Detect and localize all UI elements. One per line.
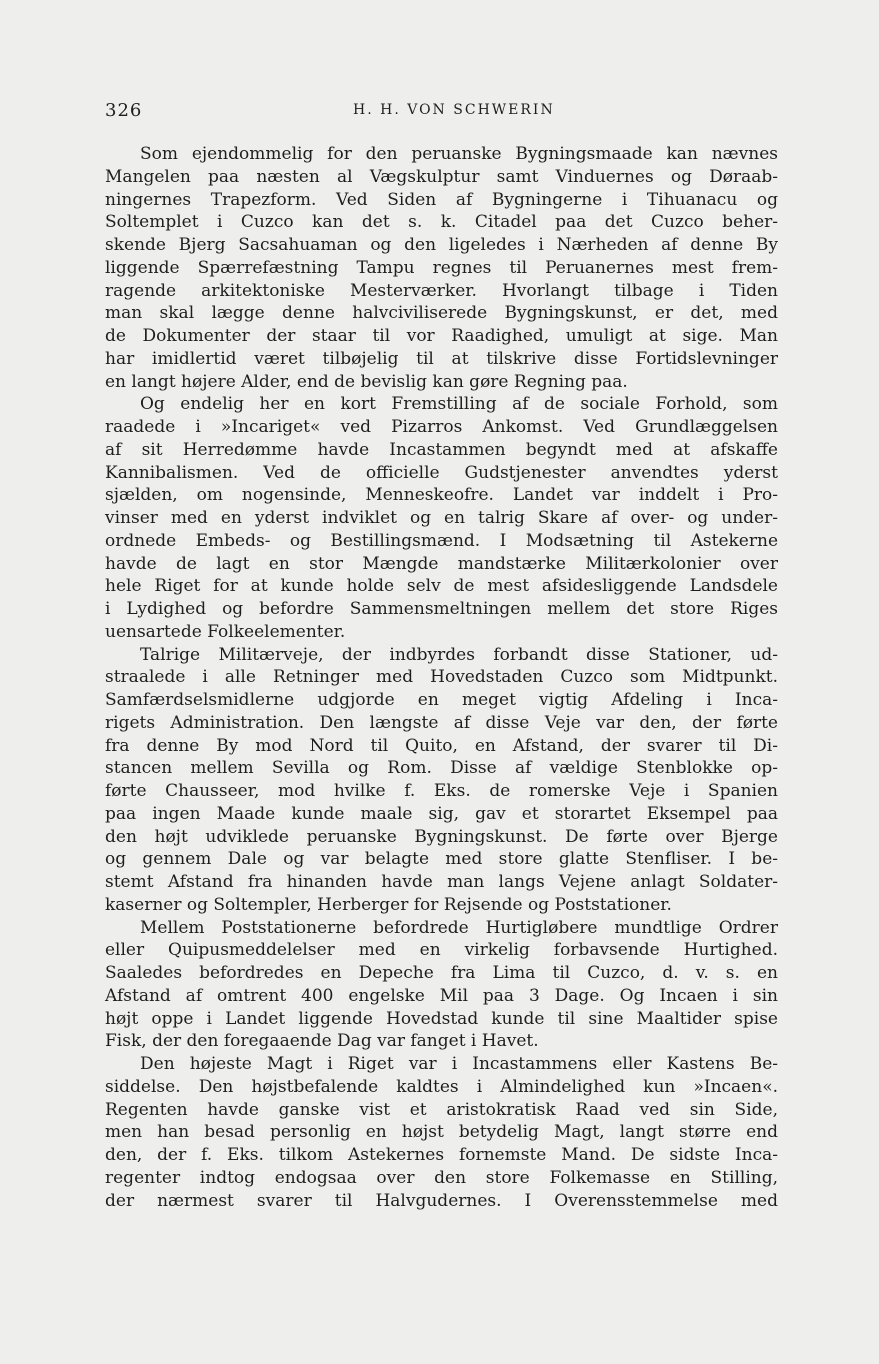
text-line: højt oppe i Landet liggende Hovedstad kunde til sine Maaltider spise	[105, 1008, 778, 1029]
text-line: Og endelig her en kort Fremstilling af de sociale Forhold, som	[140, 394, 778, 415]
page-number: 326	[105, 100, 143, 121]
text-line: den, der f. Eks. tilkom Astekernes fornemste Mand. De sidste Inca-	[105, 1145, 778, 1165]
text-line: Afstand af omtrent 400 engelske Mil paa 3 Dage. Og Incaen i sin	[105, 985, 778, 1006]
text-line: Den højeste Magt i Riget var i Incastammens eller Kastens Be-	[140, 1054, 778, 1074]
text-line: ningernes Trapezform. Ved Siden af Bygningerne i Tihuanacu og	[105, 189, 778, 210]
text-line: skende Bjerg Sacsahuaman og den ligeledes i Nærheden af denne By	[105, 235, 778, 255]
text-line: ragende arkitektoniske Mesterværker. Hvorlangt tilbage i Tiden	[105, 280, 778, 301]
text-line: man skal lægge denne halvciviliserede Bygningskunst, er det, med	[105, 303, 778, 324]
text-line: havde de lagt en stor Mængde mandstærke Militærkolonier over	[105, 553, 778, 574]
text-line: fra denne By mod Nord til Quito, en Afstand, der svarer til Di-	[105, 735, 778, 756]
text-line: men han besad personlig en højst betydelig Magt, langt større end	[105, 1122, 778, 1143]
text-line: Samfærdselsmidlerne udgjorde en meget vigtig Afdeling i Inca-	[105, 690, 778, 710]
text-line: Som ejendommelig for den peruanske Bygningsmaade kan nævnes	[140, 144, 778, 164]
text-line: Saaledes befordredes en Depeche fra Lima til Cuzco, d. v. s. en	[105, 963, 778, 983]
text-line: siddelse. Den højstbefalende kaldtes i Almindelighed kun »Incaen«.	[105, 1076, 778, 1097]
text-line: sjælden, om nogensinde, Menneskeofre. Landet var inddelt i Pro-	[105, 485, 778, 506]
text-line: eller Quipusmeddelelser med en virkelig forbavsende Hurtighed.	[105, 940, 778, 961]
text-line: Fisk, der den foregaaende Dag var fanget i Havet.	[105, 1031, 539, 1052]
text-line: rigets Administration. Den længste af disse Veje var den, der førte	[105, 712, 778, 733]
text-line: hele Riget for at kunde holde selv de mest afsidesliggende Landsdele	[105, 576, 778, 597]
text-line: Mangelen paa næsten al Vægskulptur samt Vinduernes og Døraab-	[105, 166, 778, 187]
body-text	[105, 143, 778, 1212]
text-line: den højt udviklede peruanske Bygningskunst. De førte over Bjerge	[105, 826, 778, 847]
text-line: stancen mellem Sevilla og Rom. Disse af vældige Stenblokke op-	[105, 758, 778, 779]
text-line: regenter indtog endogsaa over den store Folkemasse en Stilling,	[105, 1167, 778, 1188]
text-line: ordnede Embeds- og Bestillingsmænd. I Modsætning til Astekerne	[105, 530, 778, 551]
text-line: raadede i »Incariget« ved Pizarros Ankomst. Ved Grundlæggelsen	[105, 417, 778, 437]
text-line: en langt højere Alder, end de bevislig kan gøre Regning paa.	[105, 371, 628, 392]
text-line: Talrige Militærveje, der indbyrdes forbandt disse Stationer, ud-	[140, 644, 778, 665]
text-line: og gennem Dale og var belagte med store glatte Stenfliser. I be-	[105, 849, 778, 870]
text-line: uensartede Folkeelementer.	[105, 621, 346, 642]
text-line: Mellem Poststationerne befordrede Hurtigløbere mundtlige Ordrer	[140, 917, 778, 938]
text-line: straalede i alle Retninger med Hovedstaden Cuzco som Midtpunkt.	[105, 667, 778, 688]
text-line: kaserner og Soltempler, Herberger for Rejsende og Poststationer.	[105, 894, 672, 915]
text-line: Regenten havde ganske vist et aristokratisk Raad ved sin Side,	[105, 1099, 778, 1120]
text-line: der nærmest svarer til Halvgudernes. I Overensstemmelse med	[105, 1190, 778, 1211]
page-header	[105, 100, 775, 124]
text-line: førte Chausseer, mod hvilke f. Eks. de romerske Veje i Spanien	[105, 781, 778, 801]
text-line: Soltemplet i Cuzco kan det s. k. Citadel paa det Cuzco beher-	[105, 212, 778, 233]
running-head: H. H. VON SCHWERIN	[353, 102, 555, 118]
text-line: har imidlertid været tilbøjelig til at tilskrive disse Fortidslevninger	[105, 348, 778, 369]
text-line: vinser med en yderst indviklet og en talrig Skare af over- og under-	[105, 508, 778, 528]
text-line: paa ingen Maade kunde maale sig, gav et storartet Eksempel paa	[105, 803, 778, 824]
text-line: af sit Herredømme havde Incastammen begyndt med at afskaffe	[105, 439, 778, 460]
text-line: stemt Afstand fra hinanden havde man langs Vejene anlagt Soldater-	[105, 872, 778, 892]
text-line: i Lydighed og befordre Sammensmeltningen mellem det store Riges	[105, 599, 778, 619]
text-line: liggende Spærrefæstning Tampu regnes til Peruanernes mest frem-	[105, 257, 778, 278]
text-line: Kannibalismen. Ved de officielle Gudstjenester anvendtes yderst	[105, 462, 778, 483]
text-line: de Dokumenter der staar til vor Raadighed, umuligt at sige. Man	[105, 326, 778, 346]
